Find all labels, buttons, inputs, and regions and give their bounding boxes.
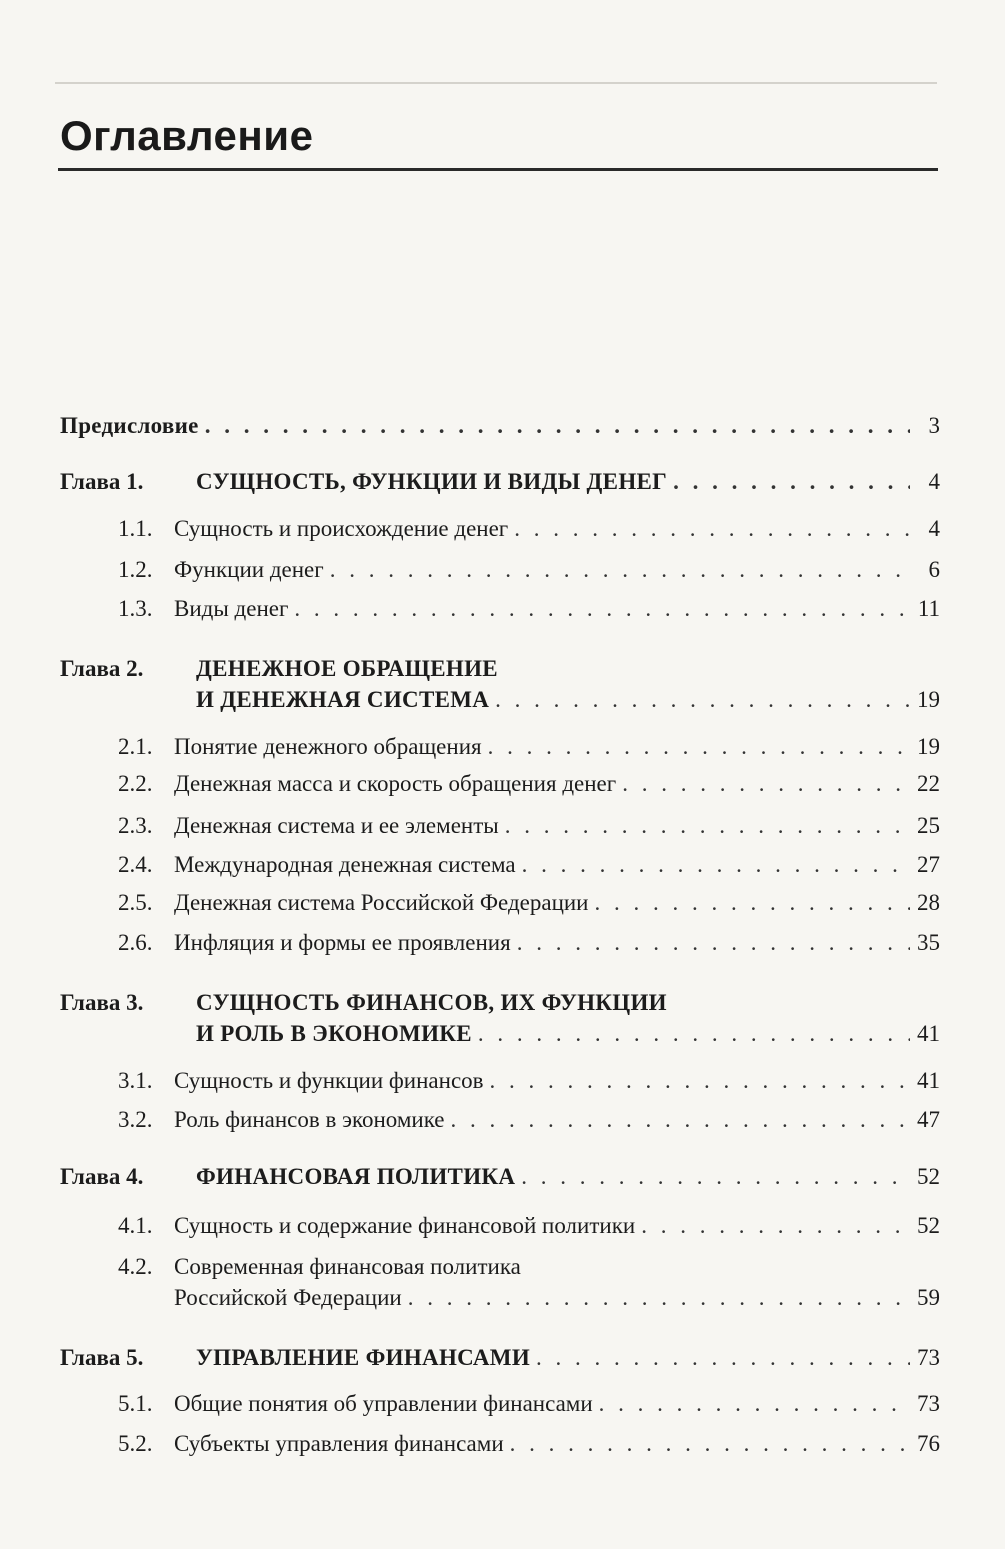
- leader-dots: [521, 1163, 910, 1191]
- toc-section[interactable]: [118, 1106, 940, 1134]
- leader-dots: [536, 1344, 910, 1372]
- chapter-title-line2-row: [196, 686, 940, 714]
- toc-preface[interactable]: [60, 412, 940, 440]
- section-number: 5.1.: [118, 1391, 153, 1416]
- leader-dots: [495, 686, 910, 714]
- toc-section[interactable]: [118, 733, 940, 761]
- toc-section[interactable]: [118, 851, 940, 879]
- page-number: 52: [917, 1164, 940, 1189]
- toc-chapter[interactable]: [60, 468, 940, 496]
- toc-section[interactable]: [118, 812, 940, 840]
- chapter-title-line1: ДЕНЕЖНОЕ ОБРАЩЕНИЕ: [196, 656, 498, 681]
- leader-dots: [517, 929, 910, 957]
- leader-dots: [408, 1284, 910, 1312]
- section-number: 2.6.: [118, 930, 153, 955]
- toc-chapter[interactable]: [60, 1344, 940, 1372]
- chapter-number: Глава 3.: [60, 990, 144, 1015]
- leader-dots: [294, 595, 910, 623]
- leader-dots: [514, 515, 910, 543]
- header-rule: [55, 82, 937, 84]
- leader-dots: [595, 889, 911, 917]
- toc-section[interactable]: [118, 1430, 940, 1458]
- toc-chapter[interactable]: [60, 1163, 940, 1191]
- chapter-title: УПРАВЛЕНИЕ ФИНАНСАМИ: [196, 1345, 531, 1370]
- section-number: 2.4.: [118, 852, 153, 877]
- leader-dots: [205, 412, 910, 440]
- chapter-title-line2-row: [196, 1020, 940, 1048]
- page-title: Оглавление: [60, 112, 314, 159]
- section-title-line2-row: [174, 1284, 940, 1312]
- page-number: 41: [917, 1021, 940, 1046]
- page-number: 76: [917, 1431, 940, 1456]
- leader-dots: [622, 770, 910, 798]
- section-number: 2.5.: [118, 890, 153, 915]
- section-title: Международная денежная система: [174, 852, 516, 877]
- leader-dots: [510, 1430, 910, 1458]
- section-title: Общие понятия об управлении финансами: [174, 1391, 593, 1416]
- section-title: Субъекты управления финансами: [174, 1431, 504, 1456]
- toc-section[interactable]: [118, 1250, 940, 1312]
- leader-dots: [330, 556, 910, 584]
- leader-dots: [451, 1106, 910, 1134]
- leader-dots: [673, 468, 910, 496]
- toc-section[interactable]: [118, 595, 940, 623]
- page-number: 6: [928, 557, 940, 582]
- page-number: 19: [917, 734, 940, 759]
- leader-dots: [505, 812, 910, 840]
- page-number: 3: [928, 413, 940, 438]
- toc-section[interactable]: [118, 1390, 940, 1418]
- toc-section[interactable]: [118, 889, 940, 917]
- section-title: Инфляция и формы ее проявления: [174, 930, 511, 955]
- section-number: 1.2.: [118, 557, 153, 582]
- toc-section[interactable]: [118, 929, 940, 957]
- toc-section[interactable]: [118, 1067, 940, 1095]
- chapter-title-line1: СУЩНОСТЬ ФИНАНСОВ, ИХ ФУНКЦИИ: [196, 990, 667, 1015]
- toc-section[interactable]: [118, 556, 940, 584]
- chapter-title: СУЩНОСТЬ, ФУНКЦИИ И ВИДЫ ДЕНЕГ: [196, 469, 668, 494]
- section-number: 1.1.: [118, 516, 153, 541]
- section-number: 4.2.: [118, 1254, 153, 1279]
- page-number: 25: [917, 813, 940, 838]
- section-number: 2.3.: [118, 813, 153, 838]
- leader-dots: [490, 1067, 910, 1095]
- leader-dots: [599, 1390, 910, 1418]
- chapter-title: ФИНАНСОВАЯ ПОЛИТИКА: [196, 1164, 516, 1189]
- chapter-number: Глава 1.: [60, 469, 144, 494]
- leader-dots: [641, 1212, 910, 1240]
- section-title: Сущность и функции финансов: [174, 1068, 484, 1093]
- page-number: 19: [917, 687, 940, 712]
- section-title: Денежная система и ее элементы: [174, 813, 499, 838]
- page-number: 73: [917, 1391, 940, 1416]
- leader-dots: [488, 733, 910, 761]
- page-number: 41: [917, 1068, 940, 1093]
- toc-section[interactable]: [118, 770, 940, 798]
- chapter-number: Глава 5.: [60, 1345, 144, 1370]
- section-number: 3.2.: [118, 1107, 153, 1132]
- toc-chapter[interactable]: [60, 652, 940, 714]
- section-title: Сущность и происхождение денег: [174, 516, 509, 541]
- section-title: Функции денег: [174, 557, 324, 582]
- title-rule: [58, 168, 938, 171]
- page-number: 28: [917, 890, 940, 915]
- section-number: 4.1.: [118, 1213, 153, 1238]
- page-number: 27: [917, 852, 940, 877]
- chapter-title-line2: И РОЛЬ В ЭКОНОМИКЕ: [196, 1021, 472, 1046]
- page-number: 22: [917, 771, 940, 796]
- section-title: Сущность и содержание финансовой политики: [174, 1213, 636, 1238]
- page-number: 47: [917, 1107, 940, 1132]
- leader-dots: [522, 851, 910, 879]
- section-title: Денежная масса и скорость обращения денег: [174, 771, 617, 796]
- chapter-title-line2: И ДЕНЕЖНАЯ СИСТЕМА: [196, 687, 490, 712]
- page-number: 4: [928, 469, 940, 494]
- section-number: 2.1.: [118, 734, 153, 759]
- section-number: 1.3.: [118, 596, 153, 621]
- chapter-number: Глава 2.: [60, 656, 144, 681]
- preface-label: Предисловие: [60, 413, 199, 438]
- page-number: 73: [917, 1345, 940, 1370]
- page-number: 35: [917, 930, 940, 955]
- page-number: 59: [917, 1285, 940, 1310]
- section-title: Роль финансов в экономике: [174, 1107, 445, 1132]
- section-title: Денежная система Российской Федерации: [174, 890, 589, 915]
- page-number: 4: [928, 516, 940, 541]
- section-title: Понятие денежного обращения: [174, 734, 482, 759]
- toc-section[interactable]: [118, 1212, 940, 1240]
- section-number: 3.1.: [118, 1068, 153, 1093]
- section-number: 2.2.: [118, 771, 153, 796]
- leader-dots: [478, 1020, 910, 1048]
- toc-section[interactable]: [118, 515, 940, 543]
- page-number: 11: [917, 596, 940, 621]
- page-number: 52: [917, 1213, 940, 1238]
- toc-chapter[interactable]: [60, 986, 940, 1048]
- section-title-line1: Современная финансовая политика: [174, 1254, 521, 1279]
- section-title-line2: Российской Федерации: [174, 1285, 402, 1310]
- section-number: 5.2.: [118, 1431, 153, 1456]
- section-title: Виды денег: [174, 596, 289, 621]
- chapter-number: Глава 4.: [60, 1164, 144, 1189]
